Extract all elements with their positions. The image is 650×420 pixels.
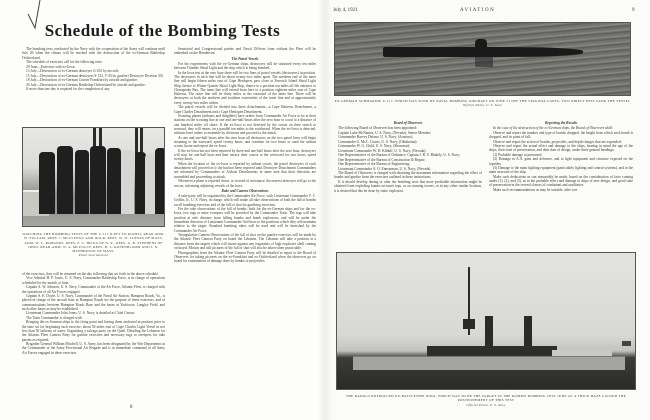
section-heading: The Patrol Vessels — [231, 56, 259, 61]
submarine-photo-caption: EX-GERMAN SUBMARINE U-117, WHICH WAS SUNK BY NAVAL BOMBING AIRCRAFT ON JUNE 21 OFF THE VIRGINIA CAPES. TWO DIRECT HITS SANK THE VESSEL Official Photo, U. S. Navy — [334, 99, 631, 108]
intro-paragraph: The bombing tests conducted by the Navy with the cooperation of the Army will continue until July 20 when the climax will be reached with the destruction of the ex-German Battleship Ostfriesland. — [22, 47, 165, 60]
section-heading: Reporting the Results — [545, 121, 577, 125]
paragraph: (2) Damage to A.A. guns and defenses, and to light equipment and structure exposed on the topsides. — [489, 157, 633, 166]
paragraph: The following Board of Observers has been appointed: — [338, 126, 417, 131]
schedule-item: 29 June—Exercises with ex-Iowa; — [26, 64, 76, 69]
paragraph: Bringing the ex-German ships to the firing point and having them anchored in position prior to the time set for beginning each exercise, about 50 miles east of Cape Charles Light Vessel in not less than 50 fathoms of water. Organizing a salvage party on the Quail. Detailing the Lebanon for the Atlantic Fleet Camera Party for gunfire exercises and necessary tugs or sweepers for rake parties as required. — [22, 320, 165, 342]
paragraph: A rake party will be organized by the Commander Air Force, with Lieutenant Commander V. C. Griffin, Jr., U. S. Navy, in charge, which will make all rake observations of both the fall of bombs on all bombing exercises and of the fall of shot for gunfiring exercises. — [174, 194, 316, 207]
schedule-item: 13 July—Destruction of ex-German destroyer G-102 by aircraft; — [26, 69, 119, 74]
section-heading: Rake and Camera Observations — [221, 188, 269, 193]
schedule-continuation: If more than one day is required for the completion of any — [26, 86, 110, 91]
officials-photo — [22, 127, 165, 227]
schedule-item: 15 July—Destruction of ex-German destroyers S-132, V-43 by gunfire (Destroyer Division 30). — [26, 73, 164, 78]
paragraph: Make such recommendations as may be suitable, after con- — [493, 187, 579, 192]
board-member: Lieutenant Commander W. D. Kilduff, U. S. Navy, (Nevada); — [338, 148, 427, 153]
board-member: Captain Luke McNamee, U. S. Navy, (Nevada), Senior Member; — [338, 130, 432, 135]
paragraph: Captain S. E. Doyle, U. S. Navy, Commander of the Naval Air Station, Hampton Roads, Va., is placed in charge of the aircraft base at Hampton Roads for the purpose of these exercises, and of communications between Hampton Roads Base and the bases at Yorktown, Langley Field, and such other bases as may be established. — [22, 294, 165, 311]
paragraph: If the ex-Iowa has not been reported by three and one-half hours after the zero hour, destroyers will stop for one-half hour and then retrace their course to the westward for two hours, speed twenty knots. — [174, 148, 316, 162]
board-member: One Representative of the Bureau of Ordnance; Captain J. R. Y. Blakely, U. S. Navy; — [338, 153, 461, 158]
battleship-photo — [336, 252, 636, 390]
paragraph: Brigadier General William Mitchell, U. S. Army, has been designated by the War Department as the Commander of the Army Provisional Air Brigade and is in immediate command of all Army Air Forces engaged in these exercises. — [22, 342, 165, 355]
paragraph: When the location of the ex-Iowa is reported by airboat scouts, the patrol destroyers of each detachment will proceed as if she had not been reported until Destroyer Detachment Commanders are informed by Commanders of Airboat Detachments in same area that their divisions are assembled and proceeding to attack. — [174, 161, 316, 179]
paragraph: of the exercises, they will be resumed on the day following that set forth in the above schedule. — [22, 272, 159, 276]
page-gutter — [318, 0, 332, 420]
photo-credit: Official Photo, U. S. Navy — [466, 402, 506, 407]
paragraph: (1) Probable damage to personnel, — [493, 152, 543, 157]
board-member: One Representative of the Bureau of Construction & Repair; — [338, 157, 426, 162]
board-member: Commander G. McC. Courts, U. S. Navy, (Oklahoma); — [338, 139, 418, 144]
paragraph: Captain A. W. Johnson, U. S. Navy, Commander of the Air Force, Atlantic Fleet, is charged with the operations of all Air Forces engaged. — [22, 285, 165, 294]
battleship-photo-caption: THE RADIO-CONTROLLED EX-BATTLESHIP IOWA, WHICH WAS TO BE THE TARGET IN THE DUMMY BOMBING TEST JUNE 29. A THICK HAZE CAUSED THE POSTPONEMENT OF THIS TEST Official Photo, U. S. Navy — [336, 394, 636, 407]
board-member: Commander Harvey Delano, U. S. Navy, (Arizona); — [338, 135, 413, 140]
paragraph: Make such deductions as can reasonably be made, based on the consideration of facts coming under (1), (2), and (3), as to the probable effect and damage to ships of new design, and good state of preservation in the several classes of combatant and auxiliaries. — [489, 174, 633, 188]
submarine-photo — [334, 22, 631, 96]
board-of-observers-column — [334, 120, 482, 193]
paragraph: In the case of the destruction of the ex-German ships, the Board of Observers shall: — [493, 126, 614, 131]
paragraph: Photographers from the Atlantic Fleet Camera Party will be detailed to report to the Board of Observers for taking pictures on the ex-Frankfurt and ex-Ostfriesland when the observers go on board for examination of damage done by bombs or projectiles. — [174, 250, 316, 264]
left-column-top — [22, 47, 165, 91]
reporting-results-column — [489, 120, 633, 192]
schedule-item: 20 July—Destruction of ex-German Battleship Ostfriesland by aircraft and gunfire. — [26, 82, 146, 87]
board-member: Commander W. G. Child, U. S. Navy, (Shawmut); — [338, 144, 411, 149]
officials-photo-caption: WATCHING THE BOMBING TESTS OF THE U-117 (LEFT TO RIGHT): REAR ADM. W. FULLAM, REPS. J. MCCLINTIC AND OGLR, REPS. W. W. LUFKIN OF MASS, ADM. W. L. RODGERS, REPS. F. C. HICKS OF N. Y., REPS. A. B. STEPHENS OF OHIO, REAR-ADM. N. A. MCCULLY, REPS. B. L. ROSENBLOOM AND I. N. MCPHERSON OF MASS. Photo International — [22, 232, 165, 258]
paragraph: For the rake observations of the fall of bombs, both for the ex-German ships and for the ex-Iowa, two tugs or mine sweepers will be provided by the Commander Train. The tugs will take position at safe distance from falling bombs and bomb explosions, and will be under the immediate direction of Lieutenant Commander Griffin as to the positions which they will maintain relative to the target. Standard bombing rakes will be used and will be furnished by the Commander Air Force. — [174, 207, 316, 233]
paragraph: Observe and report the actual effect and damage to the ships, bearing in mind the age of the ships, their state of preservation, and their date of design, under three general headings: — [489, 144, 633, 153]
paragraph: Scouting planes (airboats and dirigibles) have orders from Commander Air Force to be at their stations on the scouting line at one and one-half hours after the zero hour to scout to a distance of one hundred miles off shore. If the ex-Iowa is not detected by the scouts on their search to seaward, they will return, on a parallel ten miles to the southward. When the ex-Iowa is detected, airboats have orders to assemble by divisions and proceed to the attack. — [174, 114, 316, 136]
paragraph: Observe and report the action of bombs, projectiles, and depth charges that are expended; — [493, 139, 622, 144]
left-column-bottom — [22, 272, 165, 355]
paragraph: (3) Damage to the main fighting equipment (particularly lighting and control systems), and to the main structure of the ship. — [489, 166, 633, 175]
section-heading: Board of Observers — [393, 121, 423, 125]
paragraph: The Train Commander is charged with: — [26, 315, 83, 320]
paragraph: Whenever a plane is reported down, or in need of assistance, the nearest destroyer will go to the rescue, informing adjoining vessels of the force. — [174, 179, 316, 188]
photo-credit: Official Photo, U. S. Navy — [462, 103, 503, 108]
board-member: One Representative of the Bureau of Engineering; — [338, 162, 411, 167]
photo-credit: Photo International — [78, 253, 109, 258]
running-title: AVIATION — [460, 8, 496, 13]
paragraph: Senatorial and Congressional parties and Naval Officers from without the Fleet will be embarked on the Henderson. — [174, 47, 316, 56]
paragraph: If it should develop during or after the bombing tests that more profitable information might be obtained from exploding bombs on turret tops, or on conning towers, or in any other similar location, it is desired that this be done by static explosion. — [334, 179, 482, 193]
left-page-column-2 — [174, 47, 316, 264]
paragraph: The Board of Observers is charged with obtaining the maximum information regarding the effect of bombs and gunfire from the exercises outlined in these instructions. — [334, 171, 482, 180]
page-number: 9 — [632, 8, 635, 13]
paragraph: Observe and report the number and type of bombs dropped, the height from which each bomb is dropped, and its point of fall; — [489, 130, 633, 140]
paragraph: Lieutenant Commander John Jones, U. S. Navy, is detailed as Chief Censor. — [26, 311, 136, 316]
paragraph: The patrol vessels will be divided into three detachments—a Cape Hatteras Detachment, a Cape Charles Detachment and a Cape Henlopen Detachment. — [174, 105, 316, 114]
page-number: 8 — [130, 405, 133, 410]
paragraph: Triangulation Camera Observations of the fall of shot on the gunfire exercises will be made by the Atlantic Fleet Camera Party on board the Lebanon. The Lebanon will take a position at a distance from the targets which will insure against any fragments of high explosive shell coming on board. Motion and still pictures of the fall of shot will also be taken when practicable. — [174, 233, 316, 251]
schedule-item: 18 July—Destruction of ex-German Cruiser Frankfurt by aircraft and gunfire; — [26, 78, 138, 83]
running-date: July 4, 1921 — [333, 8, 358, 13]
paragraph: In the Iowa test at the zero hour there will be two lines of patrol vessels (destroyers) in position. The destroyers in each line will be about twenty-two miles apart. The northern end of the inner line will begin fifteen miles east of Cape Henlopen, pass close to Fenwick Island Shoal Light Ship, thence to Winter Quarter Shoal Light Ship, thence to a position ten miles off the entrance to Chesapeake Bay. The inner line will extend from here to a position eighteen miles east of Cape Hatteras. The outer line will be thirty miles to the eastward of the inner line. There will be destroyers at both the northern and southern extremities of the inner line and at approximately every twenty-two miles within. — [174, 70, 316, 105]
article-title: Schedule of the Bombing Tests — [44, 21, 281, 40]
paragraph: Vice Admiral H. P. Jones, U. S. Navy, Commander Battleship Force, is in charge of operations scheduled for the month of June. — [22, 276, 165, 285]
board-member: Lieutenant Commander A. O. Ennserman, U. S. Navy, (Nevada). — [338, 166, 432, 171]
paragraph: For the experiments with the ex-German ships, destroyers will be stationed every ten miles between Thimble Shoal Light and the ship which is being bombed. — [174, 61, 316, 71]
schedule-intro: The schedule of exercises call for the following tests: — [26, 60, 103, 65]
paragraph: At one and one-half hours after the zero hour all destroyers on the two patrol lines will begin steaming to the eastward, speed twenty knots, and continue for two hours or until the airboat scouts locate and report the ex-Iowa. — [174, 135, 316, 149]
